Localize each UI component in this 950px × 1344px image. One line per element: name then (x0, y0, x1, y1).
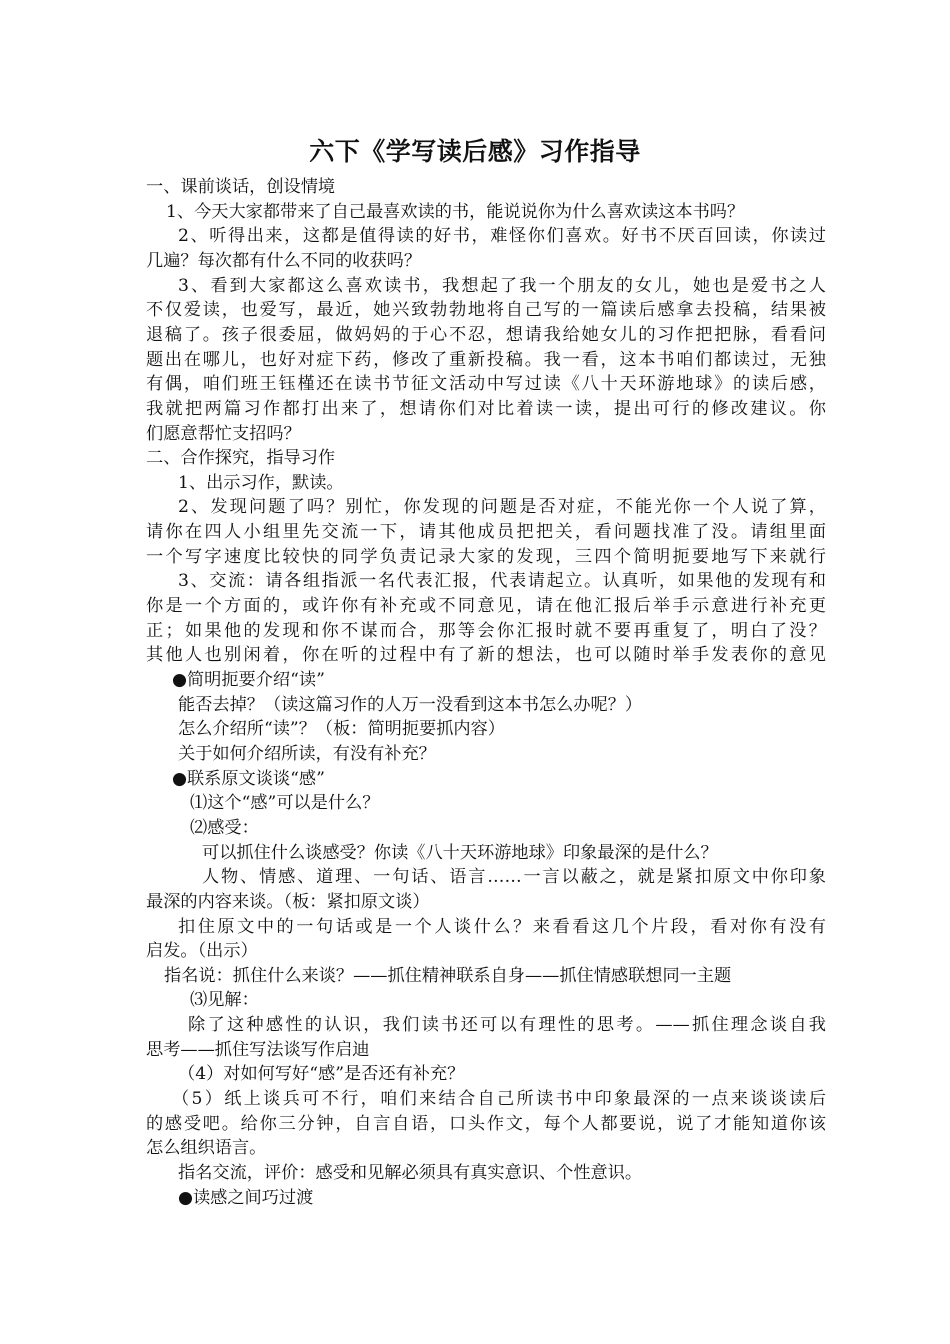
text-line: 的感受吧。给你三分钟，自言自语，口头作文，每个人都要说，说了才能知道你该 (146, 1113, 826, 1134)
text-line: 不仅爱读，也爱写，最近，她兴致勃勃地将自己写的一篇读后感拿去投稿，结果被 (146, 300, 826, 321)
text-line: 可以抓住什么谈感受？你读《八十天环游地球》印象最深的是什么？ (202, 842, 718, 863)
text-line: 二、合作探究，指导习作 (146, 448, 336, 469)
text-line: 我就把两篇习作都打出来了，想请你们对比着读一读，提出可行的修改建议。你 (146, 398, 826, 419)
text-line: 有偶，咱们班王钰槿还在读书节征文活动中写过读《八十天环游地球》的读后感， (146, 374, 826, 395)
text-line: 怎么介绍所“读”？（板：简明扼要抓内容） (178, 719, 505, 740)
document-title: 六下《学写读后感》习作指导 (309, 137, 641, 166)
text-line: 其他人也别闲着，你在听的过程中有了新的想法，也可以随时举手发表你的意见 (146, 645, 826, 666)
text-line: 能否去掉？（读这篇习作的人万一没看到这本书怎么办呢？） (178, 694, 643, 715)
text-line: 1、今天大家都带来了自己最喜欢读的书，能说说你为什么喜欢读这本书吗？ (166, 201, 745, 222)
text-line: 启发。（出示） (146, 941, 258, 962)
text-line: 退稿了。孩子很委屈，做妈妈的于心不忍，想请我给她女儿的习作把把脉，看看问 (146, 324, 826, 345)
text-line: 指名说：抓住什么来谈？——抓住精神联系自身——抓住情感联想同一主题 (164, 965, 732, 986)
text-line: ⑴这个“感”可以是什么？ (190, 793, 380, 814)
text-line: 一个写字速度比较快的同学负责记录大家的发现，三四个简明扼要地写下来就行 (146, 546, 826, 567)
text-line: 们愿意帮忙支招吗？ (146, 423, 301, 444)
text-line: ●简明扼要介绍“读” (172, 670, 325, 690)
text-line: 题出在哪儿，也好对症下药，修改了重新投稿。我一看，这本书咱们都读过，无独 (146, 349, 826, 370)
text-line: 思考——抓住写法谈写作启迪 (146, 1039, 370, 1060)
text-line: （4）对如何写好“感”是否还有补充？ (178, 1064, 465, 1085)
text-line: 2、发现问题了吗？别忙，你发现的问题是否对症，不能光你一个人说了算， (178, 497, 826, 518)
text-line: ●联系原文谈谈“感” (172, 768, 325, 789)
text-line: 扣住原文中的一句话或是一个人谈什么？来看看这几个片段，看对你有没有 (178, 916, 826, 937)
text-line: 3、看到大家都这么喜欢读书，我想起了我一个朋友的女儿，她也是爱书之人 (178, 275, 826, 296)
text-line: 除了这种感性的认识，我们读书还可以有理性的思考。——抓住理念谈自我 (188, 1015, 826, 1036)
text-line: （5）纸上谈兵可不行，咱们来结合自己所读书中印象最深的一点来谈谈读后 (172, 1089, 826, 1110)
text-line: 最深的内容来谈。（板：紧扣原文谈） (146, 891, 430, 912)
text-line: ⑶见解： (190, 990, 259, 1011)
text-line: 指名交流，评价：感受和见解必须具有真实意识、个性意识。 (178, 1163, 643, 1183)
text-line: 你是一个方面的，或许你有补充或不同意见，请在他汇报后举手示意进行补充更 (146, 596, 826, 617)
text-line: 一、课前谈话，创设情境 (146, 177, 336, 197)
text-line: 人物、情感、道理、一句话、语言……一言以蔽之，就是紧扣原文中你印象 (202, 867, 826, 888)
text-line: 怎么组织语言。 (146, 1138, 267, 1159)
text-line: ⑵感受： (190, 817, 259, 838)
text-line: 几遍？每次都有什么不同的收获吗？ (146, 250, 422, 271)
text-line: 2、听得出来，这都是值得读的好书，难怪你们喜欢。好书不厌百回读，你读过 (178, 226, 826, 247)
text-line: 关于如何介绍所读，有没有补充？ (178, 743, 436, 764)
text-line: 请你在四人小组里先交流一下，请其他成员把把关，看问题找准了没。请组里面 (146, 522, 826, 543)
text-line: 1、出示习作，默读。 (178, 472, 344, 493)
text-line: 正；如果他的发现和你不谋而合，那等会你汇报时就不要再重复了，明白了没？ (146, 620, 826, 641)
text-line: ●读感之间巧过渡 (178, 1187, 314, 1208)
text-line: 3、交流：请各组指派一名代表汇报，代表请起立。认真听，如果他的发现有和 (178, 571, 826, 592)
